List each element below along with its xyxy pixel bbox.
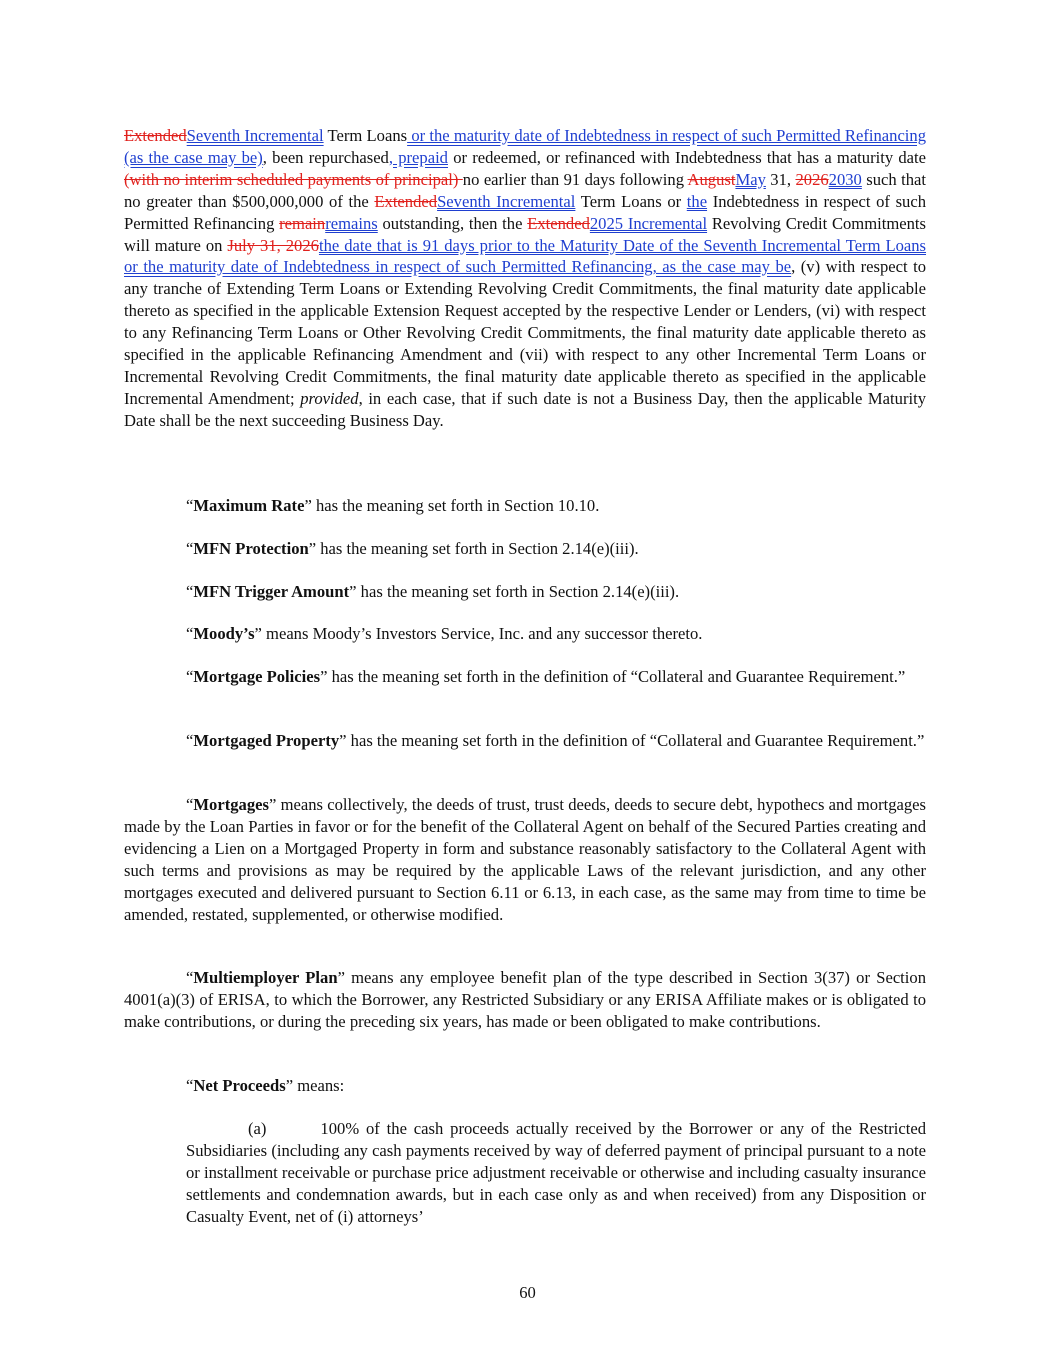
- inserted-text: , prepaid: [388, 147, 448, 167]
- body-text: , been repurchased: [262, 147, 389, 167]
- inserted-text: 2030: [828, 169, 862, 189]
- inserted-text: the date that is 91 days prior to the Maturity Date of the Seventh Incremental Term Loans or the maturity date of Indebtedness in respect of such Permitted Refinancing, as the case may be: [124, 235, 927, 277]
- definition-mortgages: “Mortgages” means collectively, the deeds of trust, trust deeds, deeds to secure debt, hypothecs and mortgages made by the Loan Parties in favor or for the benefit of the Collateral Agent on behalf of the Secured Parties creating and evidencing a Lien on a Mortgaged Property in form and substance reasonably satisfactory to the Collateral Agent with such terms and provisions as may be required by the applicable Laws of the relevant jurisdiction, and any other mortgages executed and delivered pursuant to Section 6.11 or 6.13, in each case, as the same may from time to time be amended, restated, supplemented, or otherwise modified.: [124, 795, 926, 924]
- definition-text: ” has the meaning set forth in the definition of “Collateral and Guarantee Requirement.”: [339, 731, 925, 750]
- body-text: Term Loans or: [575, 191, 687, 211]
- definition-text: ” means:: [285, 1076, 345, 1095]
- deleted-text: Extended: [124, 126, 187, 145]
- body-text: or redeemed, or refinanced with Indebtedness that has a maturity date: [447, 147, 926, 167]
- defined-term: MFN Trigger Amount: [193, 582, 350, 601]
- defined-term: Net Proceeds: [193, 1076, 286, 1095]
- page-number: 60: [519, 1283, 536, 1302]
- definition-text: ” means any employee benefit plan of the type described in Section 3(37) or Section 4001(a)(3) of ERISA, to which the Borrower, any Restricted Subsidiary or any ERISA Affiliate makes or is obligated to make contributions, or during the preceding six years, has made or been obligated to make contributions.: [124, 968, 926, 1031]
- defined-term: MFN Protection: [193, 539, 309, 558]
- deleted-text: 2026: [795, 169, 829, 189]
- subclause-label: (a): [248, 1119, 267, 1138]
- defined-term: Moody’s: [193, 624, 255, 643]
- defined-term: Multiemployer Plan: [193, 968, 338, 987]
- body-text: no earlier than 91 days following: [462, 169, 688, 189]
- body-text: , (v) with respect to any tranche of Extending Term Loans or Extending Revolving Credit Commitments, the final maturity date applicable thereto as specified in the applicable Extension Request accepted by the respective Lender or Lenders, (vi) with respect to any Refinancing Term Loans or Other Revolving Credit Commitments, the final maturity date applicable thereto as specified in the applicable Refinancing Amendment and (vii) with respect to any other Incremental Term Loans or Incremental Revolving Credit Commitments, the final maturity date applicable thereto as specified in the applicable Incremental Amendment;: [124, 257, 926, 408]
- defined-term: Mortgages: [193, 795, 269, 814]
- deleted-text: August: [687, 169, 736, 189]
- body-text: , in each case, that if such date is not a Business Day, then the applicable Maturity Date shall be the next succeeding Business Day.: [124, 388, 926, 430]
- body-text: Indebtedness in respect of such Permitted Refinancing: [124, 191, 926, 233]
- defined-term: Mortgaged Property: [193, 731, 340, 750]
- defined-term: Maximum Rate: [193, 496, 305, 515]
- body-text: Revolving Credit Commitments will mature on: [124, 213, 926, 255]
- definition-mortgage-policies: “Mortgage Policies” has the meaning set forth in the definition of “Collateral and Guarantee Requirement.”: [186, 667, 906, 686]
- inserted-text: the: [686, 191, 708, 211]
- body-text: Term Loans: [323, 126, 408, 145]
- body-text: outstanding, then the: [377, 213, 528, 233]
- defined-term: Mortgage Policies: [193, 667, 321, 686]
- inserted-text: Seventh Incremental: [437, 191, 576, 211]
- definition-text: ” means collectively, the deeds of trust, trust deeds, deeds to secure debt, hypothecs and mortgages made by the Loan Parties in favor or for the benefit of the Collateral Agent on behalf of the Secured Parties creating and evidencing a Lien on a Mortgaged Property in form and substance reasonably satisfactory to the Collateral Agent with such terms and provisions as may be required by the applicable Laws of the relevant jurisdiction, and any other mortgages executed and delivered pursuant to Section 6.11 or 6.13, in each case, as the same may from time to time be amended, restated, supplemented, or otherwise modified.: [124, 795, 926, 924]
- inserted-text: or the maturity date of Indebtedness in respect of such Permitted Refinancing (as the case may be): [124, 126, 927, 167]
- deleted-text: (with no interim scheduled payments of principal): [124, 169, 463, 189]
- definition-text: ” has the meaning set forth in Section 2.14(e)(iii).: [349, 582, 680, 601]
- deleted-text: remain: [279, 213, 326, 233]
- deleted-text: Extended: [527, 213, 590, 233]
- definition-multiemployer-plan: “Multiemployer Plan” means any employee benefit plan of the type described in Section 3(37) or Section 4001(a)(3) of ERISA, to which the Borrower, any Restricted Subsidiary or any ERISA Affiliate makes or is obligated to make contributions, or during the preceding six years, has made or been obligated to make contributions.: [124, 968, 926, 1031]
- definition-text: ” has the meaning set forth in the definition of “Collateral and Guarantee Requirement.”: [320, 667, 906, 686]
- definition-net-proceeds: “Net Proceeds” means:: [186, 1076, 345, 1095]
- definition-mfn-protection: “MFN Protection” has the meaning set forth in Section 2.14(e)(iii).: [186, 539, 639, 558]
- net-proceeds-subclause-a: [186, 1118, 926, 1228]
- inserted-text: May: [735, 169, 766, 189]
- definition-mortgaged-property: “Mortgaged Property” has the meaning set forth in the definition of “Collateral and Guarantee Requirement.”: [186, 731, 925, 750]
- definition-maximum-rate: “Maximum Rate” has the meaning set forth in Section 10.10.: [186, 496, 600, 515]
- body-text: 31,: [765, 169, 796, 189]
- subclause-text: 100% of the cash proceeds actually received by the Borrower or any of the Restricted Subsidiaries (including any cash payments received by way of deferred payment of principal pursuant to a note or installment receivable or purchase price adjustment receivable or otherwise and including casualty insurance settlements and condemnation awards, but in each case only as and when received) from any Disposition or Casualty Event, net of (i) attorneys’: [186, 1119, 926, 1226]
- definition-text: ” means Moody’s Investors Service, Inc. and any successor thereto.: [254, 624, 703, 643]
- deleted-text: July 31, 2026: [227, 235, 319, 255]
- emphasis-text: provided: [300, 388, 359, 408]
- body-text: such that no greater than $500,000,000 of the: [124, 169, 926, 211]
- definition-text: ” has the meaning set forth in Section 2.14(e)(iii).: [308, 539, 639, 558]
- inserted-text: remains: [325, 213, 378, 233]
- definition-text: ” has the meaning set forth in Section 10.10.: [304, 496, 600, 515]
- inserted-text: Seventh Incremental: [186, 126, 324, 145]
- inserted-text: 2025 Incremental: [589, 213, 708, 233]
- definition-mfn-trigger-amount: “MFN Trigger Amount” has the meaning set forth in Section 2.14(e)(iii).: [186, 582, 680, 601]
- maturity-date-continuation-paragraph: [124, 125, 926, 432]
- deleted-text: Extended: [374, 191, 438, 211]
- definition-moodys: “Moody’s” means Moody’s Investors Service, Inc. and any successor thereto.: [186, 624, 703, 643]
